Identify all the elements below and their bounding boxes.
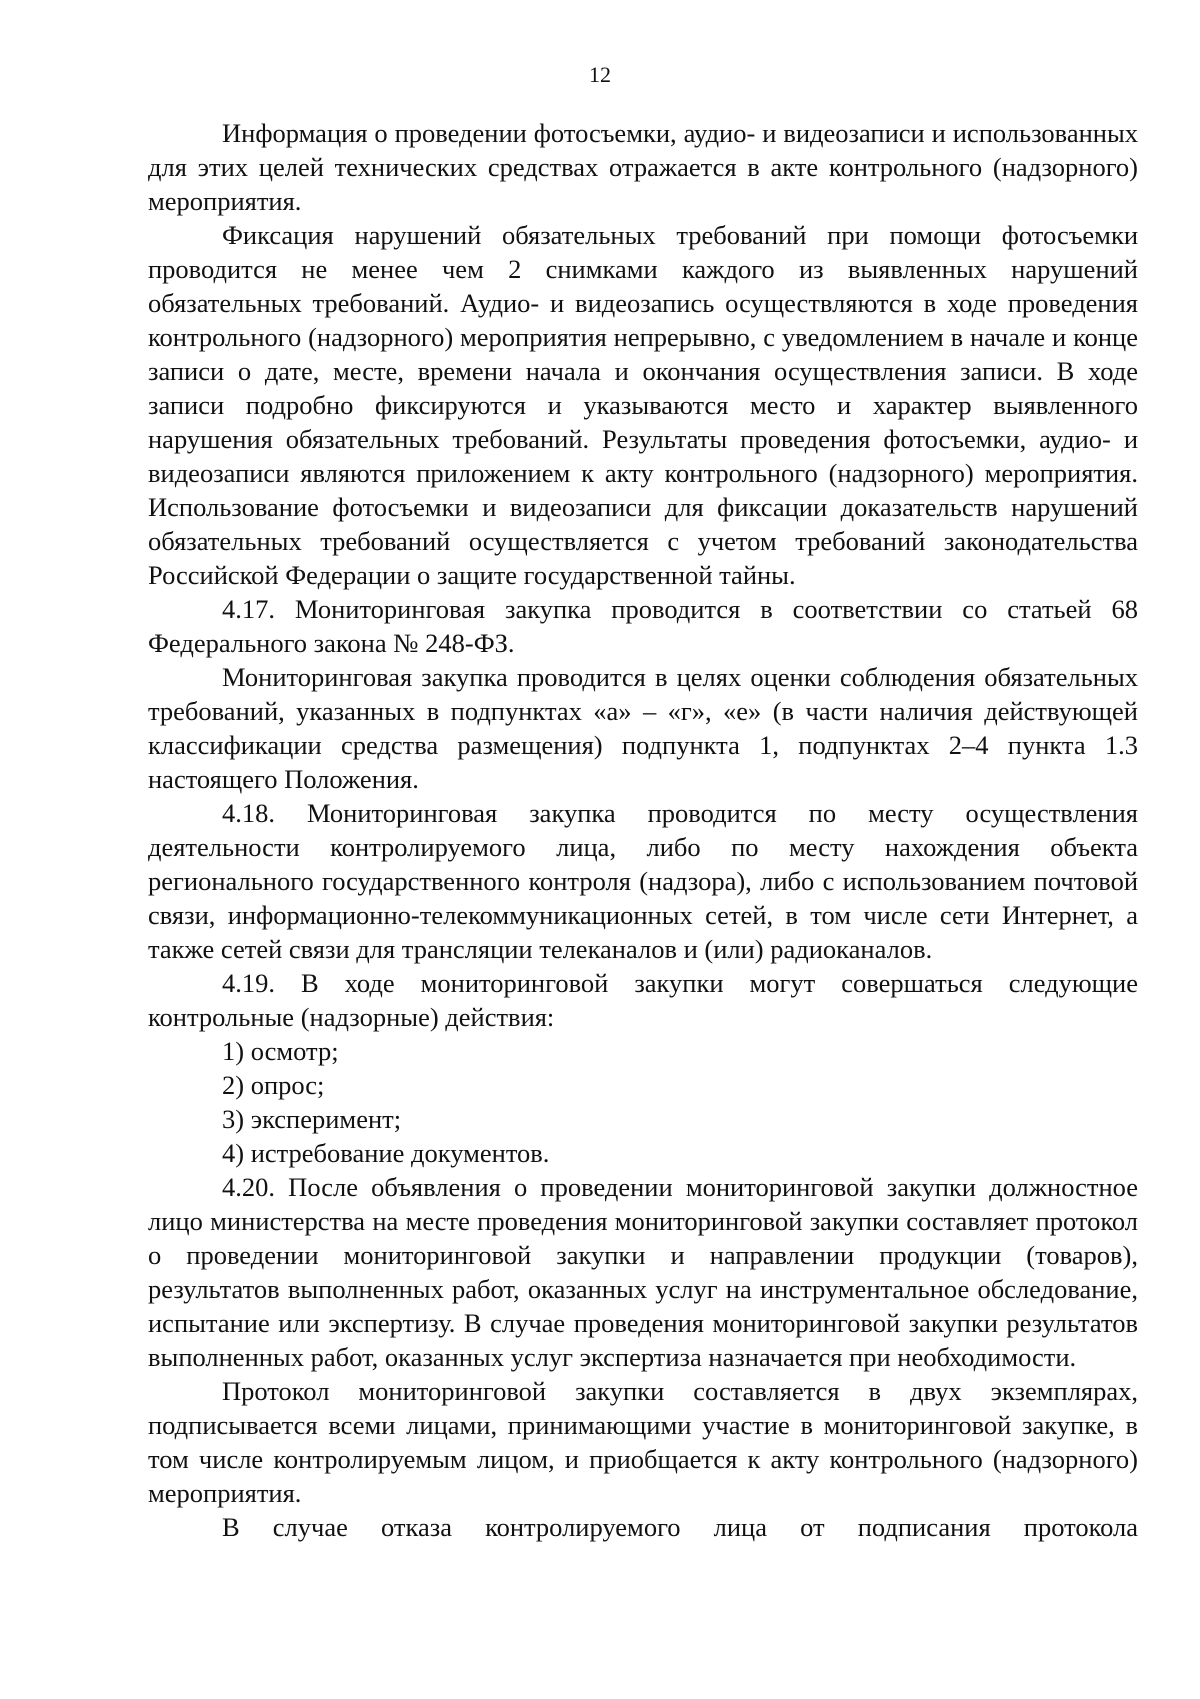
paragraph-violation-fixation: Фиксация нарушений обязательных требований при помощи фотосъемки проводится не менее чем 2 снимками каждого из выявленных нарушений обязательных требований. Аудио- и видеозапись осуществляются в ходе проведения контрольного (надзорного) мероприятия непрерывно, с уведомлением в начале и конце записи о дате, месте, времени начала и окончания осуществления записи. В ходе записи подробно фиксируются и указываются место и характер выявленного нарушения обязательных требований. Результаты проведения фотосъемки, аудио- и видеозаписи являются приложением к акту контрольного (надзорного) мероприятия. Использование фотосъемки и видеозаписи для фиксации доказательств нарушений обязательных требований осуществляется с учетом требований законодательства Российской Федерации о защите государственной тайны. <box>148 220 1138 590</box>
list-item-experiment: 3) эксперимент; <box>222 1104 402 1134</box>
paragraph-protocol: Протокол мониторинговой закупки составляется в двух экземплярах, подписывается всеми лицами, принимающими участие в мониторинговой закупке, в том числе контролируемым лицом, и приобщается к акту контрольного (надзорного) мероприятия. <box>148 1376 1138 1508</box>
paragraph-refusal: В случае отказа контролируемого лица от подписания протокола <box>222 1512 1138 1542</box>
list-item-documents: 4) истребование документов. <box>222 1138 550 1168</box>
paragraph-4-19: 4.19. В ходе мониторинговой закупки могут совершаться следующие контрольные (надзорные) действия: <box>148 968 1138 1032</box>
paragraph-4-20: 4.20. После объявления о проведении мониторинговой закупки должностное лицо министерства на месте проведения мониторинговой закупки составляет протокол о проведении мониторинговой закупки и направлении продукции (товаров), результатов выполненных работ, оказанных услуг на инструментальное обследование, испытание или экспертизу. В случае проведения мониторинговой закупки результатов выполненных работ, оказанных услуг экспертиза назначается при необходимости. <box>148 1172 1138 1372</box>
paragraph-monitoring-purpose: Мониторинговая закупка проводится в целях оценки соблюдения обязательных требований, указанных в подпунктах «а» – «г», «е» (в части наличия действующей классификации средства размещения) подпункта 1, подпунктах 2–4 пункта 1.3 настоящего Положения. <box>148 662 1138 794</box>
paragraph-4-17: 4.17. Мониторинговая закупка проводится в соответствии со статьей 68 Федерального закона № 248-ФЗ. <box>148 594 1138 658</box>
paragraph-4-18: 4.18. Мониторинговая закупка проводится по месту осуществления деятельности контролируемого лица, либо по месту нахождения объекта регионального государственного контроля (надзора), либо с использованием почтовой связи, информационно-телекоммуникационных сетей, в том числе сети Интернет, а также сетей связи для трансляции телеканалов и (или) радиоканалов. <box>148 798 1138 964</box>
page-number: 12 <box>589 62 611 87</box>
paragraph-photo-info: Информация о проведении фотосъемки, аудио- и видеозаписи и использованных для этих целей технических средствах отражается в акте контрольного (надзорного) мероприятия. <box>148 118 1138 216</box>
document-body <box>148 116 1138 1544</box>
list-item-survey: 2) опрос; <box>222 1070 325 1100</box>
list-item-inspection: 1) осмотр; <box>222 1036 339 1066</box>
